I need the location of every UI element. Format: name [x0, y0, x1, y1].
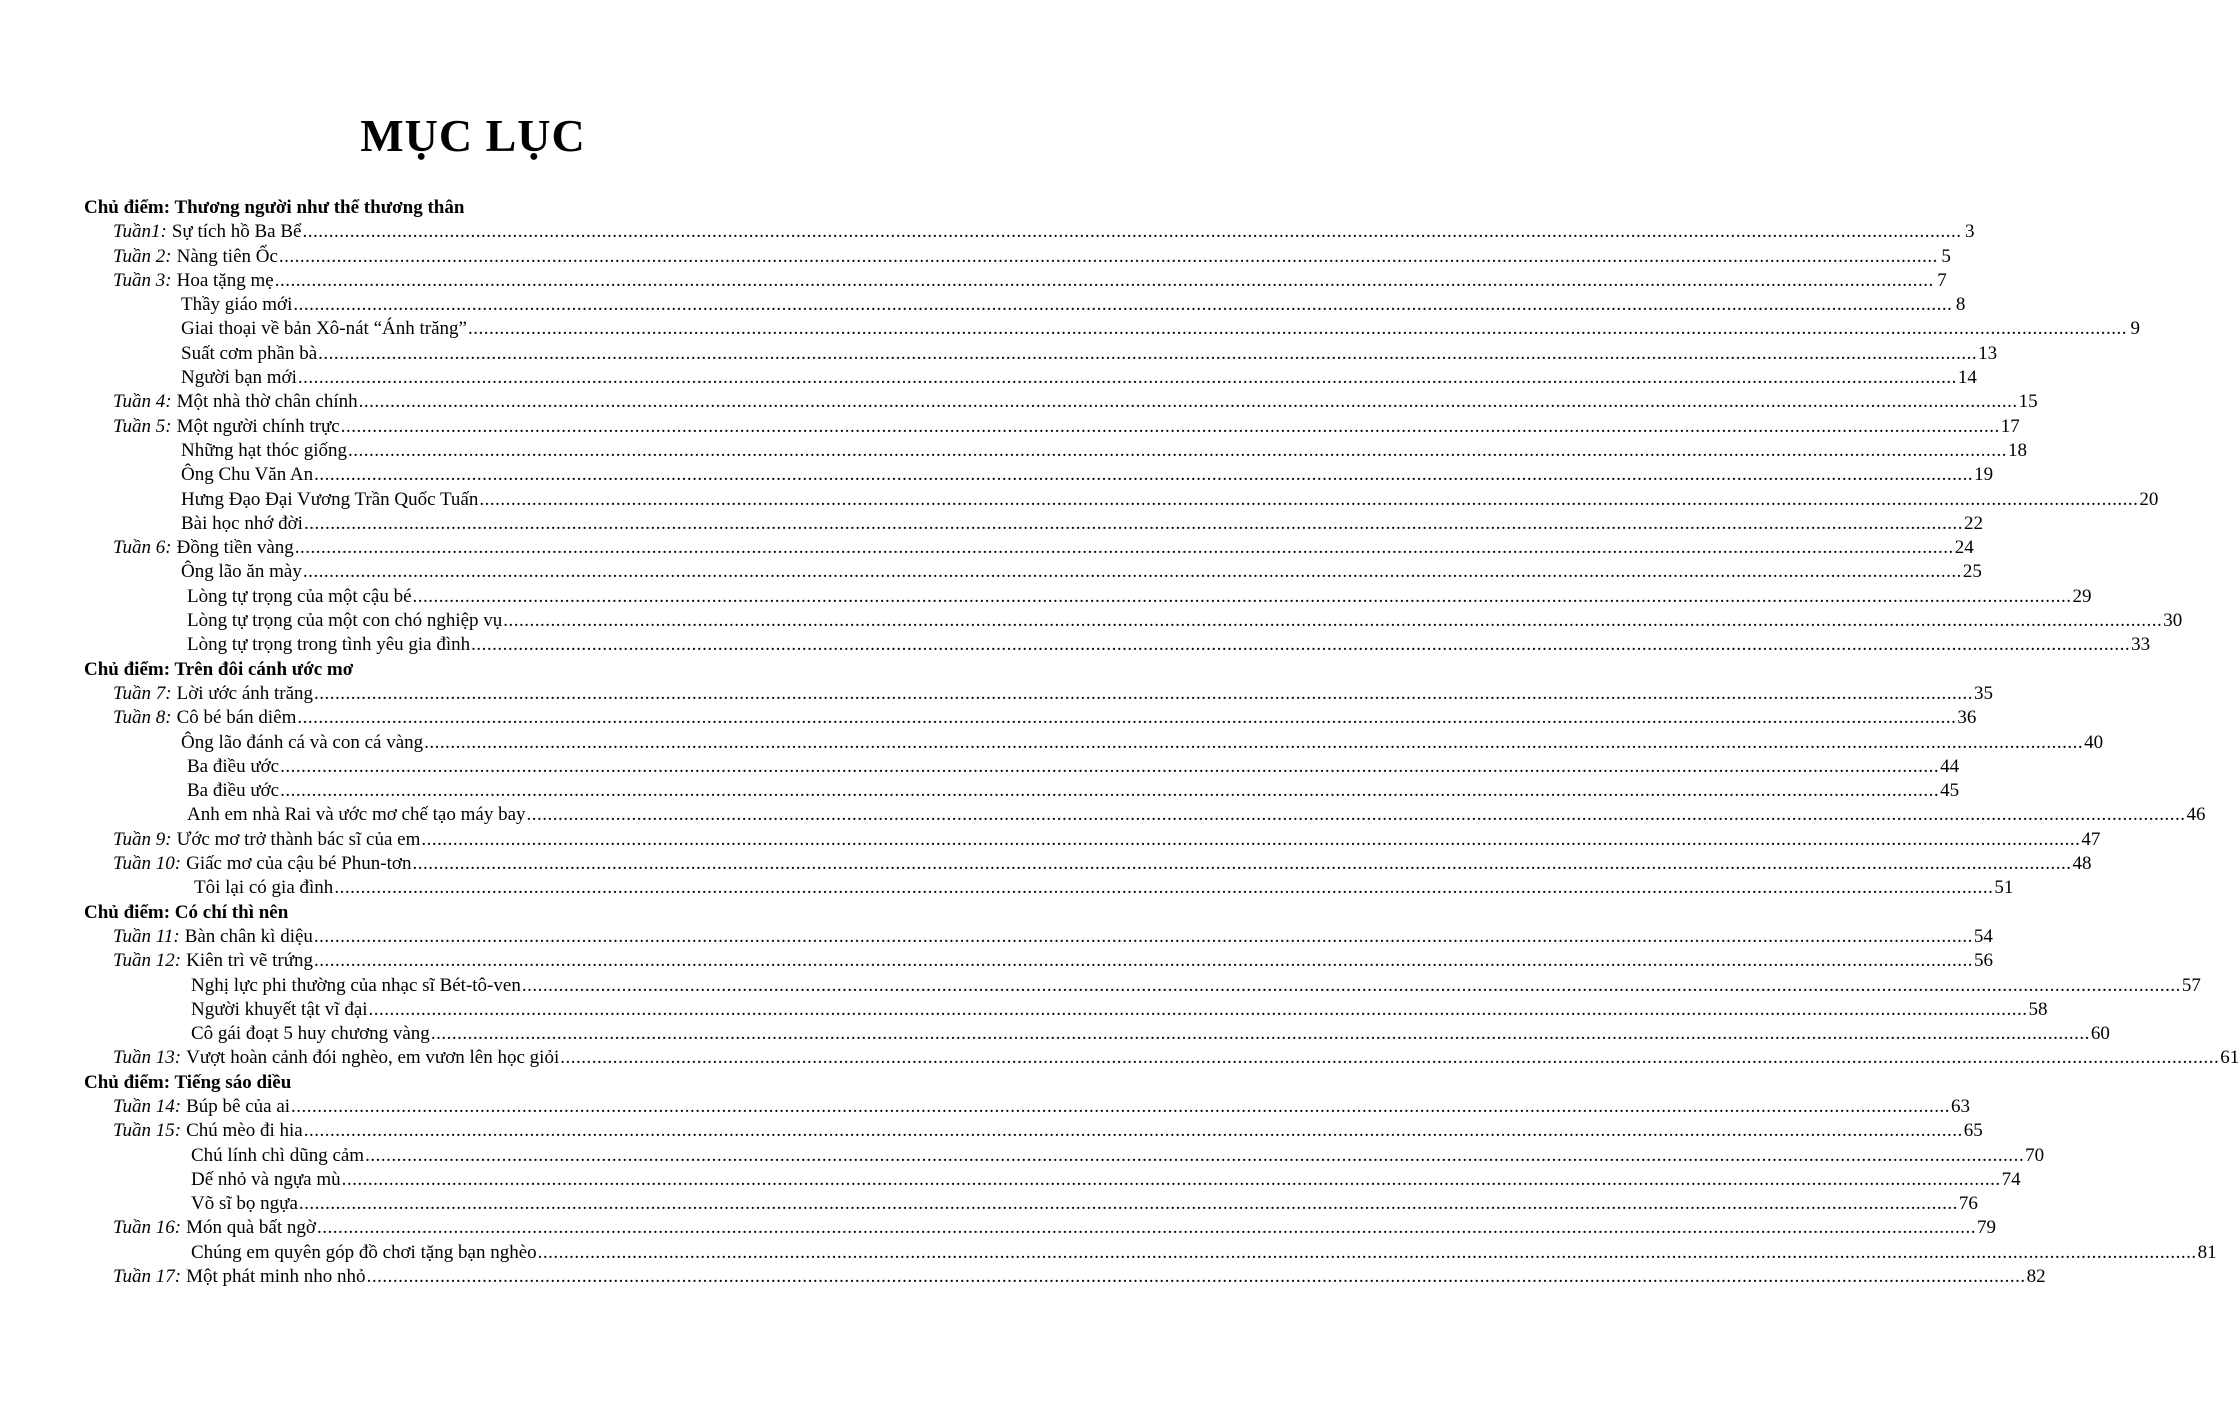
dot-leader: [280, 755, 1939, 779]
toc-week-label: Tuần 16:: [113, 1217, 182, 1239]
toc-page-number: 56: [1974, 950, 1994, 972]
toc-entry: [84, 876, 2014, 900]
dot-leader: [365, 1144, 2024, 1168]
toc-entry-title: Hưng Đạo Đại Vương Trần Quốc Tuấn: [181, 488, 479, 510]
toc-page-number: 76: [1958, 1193, 1978, 1215]
dot-leader: [304, 512, 1963, 536]
toc-entry-title: Nghị lực phi thường của nhạc sĩ Bét-tô-ven: [191, 974, 521, 996]
toc-entry-line: [84, 998, 2048, 1022]
toc-entry: [84, 803, 2206, 827]
toc-page-number: 30: [2163, 610, 2183, 632]
toc-page-number: 22: [1963, 512, 1983, 534]
toc-week-label: Tuần 2:: [113, 245, 172, 267]
toc-entry-title: Vượt hoàn cảnh đói nghèo, em vươn lên học giỏi: [186, 1047, 560, 1069]
toc-entry-line: [84, 220, 1975, 244]
toc-entry: [84, 731, 2104, 755]
toc-entry-line: [84, 269, 1947, 293]
toc-entry: [84, 779, 1960, 803]
toc-entry: [84, 366, 1977, 390]
toc-page-number: 25: [1962, 561, 1982, 583]
toc-entry: [84, 536, 1974, 560]
toc-page-number: 57: [2181, 974, 2201, 996]
toc-page-number: 74: [2001, 1168, 2021, 1190]
toc-page-number: 47: [2081, 828, 2101, 850]
toc-entry: [84, 220, 1975, 244]
dot-leader: [314, 949, 1973, 973]
dot-leader: [317, 1216, 1976, 1240]
toc-entry-title: Ước mơ trở thành bác sĩ của em: [176, 828, 421, 850]
toc-entry-title: Ông Chu Văn An: [181, 464, 314, 486]
toc-entry-title: Cô bé bán diêm: [176, 707, 297, 729]
toc-entry-line: [84, 731, 2104, 755]
toc-entry-title: Suất cơm phần bà: [181, 342, 318, 364]
toc-entry-line: [84, 779, 1960, 803]
toc-week-label: Tuần 9:: [113, 828, 172, 850]
toc-entry-title: Nàng tiên Ốc: [176, 245, 278, 267]
toc-entry-title: Lòng tự trọng của một cậu bé: [187, 585, 412, 607]
toc-section-heading: Chủ điểm: Tiếng sáo diều: [84, 1071, 292, 1093]
toc-entry-line: [84, 245, 1951, 269]
toc-entry-line: [84, 949, 1994, 973]
toc-page-number: 65: [1963, 1120, 1983, 1142]
toc-entry-title: Sự tích hồ Ba Bể: [171, 221, 302, 243]
dot-leader: [468, 317, 2127, 341]
toc-page-number: 46: [2186, 804, 2206, 826]
dot-leader: [314, 925, 1973, 949]
toc-entry-title: Lòng tự trọng trong tình yêu gia đình: [187, 634, 471, 656]
toc-page-number: 40: [2084, 731, 2104, 753]
toc-entry: [84, 1046, 2239, 1070]
toc-entry-line: [84, 1216, 1996, 1240]
dot-leader: [318, 342, 1977, 366]
toc-entry-line: [84, 1265, 2046, 1289]
toc-week-label: Tuần 7:: [113, 682, 172, 704]
toc-entry: [84, 828, 2101, 852]
dot-leader: [302, 220, 1961, 244]
toc-entry-title: Thầy giáo mới: [181, 294, 293, 316]
toc-entry-line: [84, 852, 2092, 876]
dot-leader: [293, 293, 1952, 317]
toc-entry-title: Dế nhỏ và ngựa mù: [191, 1168, 341, 1190]
toc-entry-title: Một phát minh nho nhỏ: [186, 1266, 366, 1288]
dot-leader: [527, 803, 2186, 827]
toc-section-heading: Chủ điểm: Có chí thì nên: [84, 901, 289, 923]
toc-entry: [84, 609, 2183, 633]
dot-leader: [304, 1119, 1963, 1143]
toc-entry-line: [84, 1119, 1983, 1143]
dot-leader: [522, 974, 2181, 998]
toc-page-number: 60: [2090, 1023, 2110, 1045]
toc-entry-title: Võ sĩ bọ ngựa: [191, 1193, 298, 1215]
toc-page-number: 82: [2026, 1266, 2046, 1288]
toc-page-number: 3: [1964, 221, 1975, 243]
dot-leader: [413, 585, 2072, 609]
dot-leader: [341, 415, 2000, 439]
toc-entry-title: Lòng tự trọng của một con chó nghiệp vụ: [187, 610, 503, 632]
toc-week-label: Tuần 13:: [113, 1047, 182, 1069]
toc-page-number: 14: [1957, 367, 1977, 389]
toc-entry-line: [84, 706, 1977, 730]
toc-page-number: 45: [1940, 780, 1960, 802]
toc-entry: [84, 1168, 2021, 1192]
toc-entry-line: [84, 682, 1994, 706]
toc-entry: [84, 706, 1977, 730]
toc-week-label: Tuần 3:: [113, 269, 172, 291]
toc-page-number: 54: [1973, 925, 1993, 947]
toc-entry-title: Ba điều ước: [187, 755, 280, 777]
toc-entry: [84, 998, 2048, 1022]
toc-entry: [84, 1241, 2217, 1265]
toc-entry-title: Người bạn mới: [181, 367, 297, 389]
toc-entry-title: Một nhà thờ chân chính: [176, 391, 358, 413]
toc-entry-title: Món quà bất ngờ: [186, 1217, 316, 1239]
dot-leader: [359, 390, 2018, 414]
toc-entry-line: [84, 1144, 2045, 1168]
dot-leader: [314, 463, 1973, 487]
dot-leader: [412, 852, 2071, 876]
toc-entry: [84, 974, 2201, 998]
toc-entry-title: Giai thoại về bản Xô-nát “Ánh trăng”: [181, 318, 467, 340]
toc-page-number: 61: [2220, 1047, 2239, 1069]
toc-entry-line: [84, 633, 2151, 657]
dot-leader: [369, 998, 2028, 1022]
dot-leader: [431, 1022, 2090, 1046]
toc-entry: [84, 682, 1994, 706]
toc-page-number: 70: [2025, 1144, 2045, 1166]
toc-week-label: Tuần 12:: [113, 950, 182, 972]
toc-page-number: 18: [2007, 439, 2027, 461]
toc-entry: [84, 439, 2027, 463]
toc-week-label: Tuần 4:: [113, 391, 172, 413]
toc-entry: [84, 488, 2159, 512]
toc-page-number: 19: [1974, 464, 1994, 486]
toc-entry-title: Đồng tiền vàng: [176, 537, 294, 559]
dot-leader: [314, 682, 1973, 706]
toc-entry: [84, 755, 1960, 779]
toc-entry-line: [84, 1022, 2110, 1046]
toc-entry-line: [84, 585, 2092, 609]
toc-entry-line: [84, 463, 1994, 487]
toc-entry: [84, 560, 1982, 584]
toc-page-number: 35: [1974, 682, 1994, 704]
dot-leader: [279, 245, 1938, 269]
toc-entry-title: Ông lão đánh cá và con cá vàng: [181, 731, 424, 753]
toc-entry-line: [84, 293, 1966, 317]
toc-week-label: Tuần 17:: [113, 1266, 182, 1288]
toc-entry-line: [84, 1046, 2239, 1070]
toc-entry: [84, 1022, 2110, 1046]
toc-entry-line: [84, 439, 2027, 463]
toc-week-label: Tuần1:: [113, 221, 167, 243]
dot-leader: [560, 1046, 2219, 1070]
toc-entry: [84, 463, 1994, 487]
toc-entry-line: [84, 828, 2101, 852]
toc-week-label: Tuần 14:: [113, 1095, 182, 1117]
toc-entry-title: Hoa tặng mẹ: [176, 269, 274, 291]
toc-page-number: 58: [2028, 998, 2048, 1020]
toc-entry: [84, 269, 1947, 293]
toc-page-number: 29: [2072, 585, 2092, 607]
toc-entry-title: Búp bê của ai: [186, 1095, 291, 1117]
toc-page-number: 13: [1978, 342, 1998, 364]
toc-page-number: 24: [1954, 537, 1974, 559]
dot-leader: [298, 366, 1957, 390]
toc-entry: [84, 1265, 2046, 1289]
toc-entry-line: [84, 415, 2020, 439]
dot-leader: [471, 633, 2130, 657]
toc-week-label: Tuần 8:: [113, 707, 172, 729]
dot-leader: [367, 1265, 2026, 1289]
dot-leader: [421, 828, 2080, 852]
toc-page-number: 20: [2139, 488, 2159, 510]
toc-page-number: 36: [1957, 707, 1977, 729]
dot-leader: [299, 1192, 1958, 1216]
toc-entry-line: [84, 755, 1960, 779]
toc-entry-title: Ông lão ăn mày: [181, 561, 302, 583]
toc-entry: [84, 633, 2151, 657]
toc-entry-line: [84, 488, 2159, 512]
toc-page-number: 81: [2197, 1241, 2217, 1263]
toc-week-label: Tuần 5:: [113, 415, 172, 437]
toc-entry-line: [84, 974, 2201, 998]
toc-entry: [84, 852, 2092, 876]
toc-entry: [84, 293, 1966, 317]
toc-entry: [84, 390, 2038, 414]
toc-entry-title: Chú lính chì dũng cảm: [191, 1144, 365, 1166]
toc-entry-line: [84, 925, 1993, 949]
dot-leader: [291, 1095, 1950, 1119]
dot-leader: [280, 779, 1939, 803]
toc-page-number: 8: [1955, 294, 1966, 316]
table-of-contents: [84, 196, 2239, 1289]
dot-leader: [479, 488, 2138, 512]
toc-entry-line: [84, 1168, 2021, 1192]
dot-leader: [275, 269, 1934, 293]
toc-page-number: 48: [2072, 853, 2092, 875]
toc-entry: [84, 585, 2092, 609]
toc-entry: [84, 1119, 1983, 1143]
toc-entry-line: [84, 390, 2038, 414]
toc-week-label: Tuần 11:: [113, 925, 180, 947]
toc-entry-title: Cô gái đoạt 5 huy chương vàng: [191, 1023, 430, 1045]
toc-page-number: 51: [1994, 877, 2014, 899]
toc-entry-title: Giấc mơ của cậu bé Phun-tơn: [186, 853, 412, 875]
toc-entry-title: Bàn chân kì diệu: [184, 925, 313, 947]
toc-entry-line: [84, 1095, 1971, 1119]
toc-week-label: Tuần 10:: [113, 853, 182, 875]
toc-entry: [84, 317, 2140, 341]
toc-page-number: 44: [1940, 755, 1960, 777]
toc-page-number: 5: [1941, 245, 1951, 267]
toc-entry: [84, 925, 1993, 949]
toc-entry-line: [84, 317, 2140, 341]
toc-entry-title: Tôi lại có gia đình: [194, 877, 334, 899]
toc-entry: [84, 949, 1994, 973]
toc-page-number: 33: [2131, 634, 2151, 656]
dot-leader: [297, 706, 1956, 730]
toc-entry-title: Bài học nhớ đời: [181, 512, 303, 534]
toc-page-number: 79: [1976, 1217, 1996, 1239]
dot-leader: [503, 609, 2162, 633]
toc-entry-title: Ba điều ước: [187, 780, 280, 802]
toc-entry-line: [84, 560, 1982, 584]
toc-page-number: 7: [1937, 269, 1947, 291]
toc-section-heading: Chủ điểm: Thương người như thể thương thân: [84, 197, 465, 218]
toc-entry-title: Kiên trì vẽ trứng: [186, 950, 314, 972]
toc-entry: [84, 245, 1951, 269]
toc-entry-title: Một người chính trực: [176, 415, 340, 437]
page-title: MỤC LỤC: [360, 110, 586, 161]
toc-page-number: 15: [2018, 391, 2038, 413]
toc-entry: [84, 1216, 1996, 1240]
toc-entry: [84, 1192, 1978, 1216]
toc-entry: [84, 512, 1983, 536]
toc-entry: [84, 415, 2020, 439]
dot-leader: [424, 731, 2083, 755]
toc-week-label: Tuần 15:: [113, 1120, 182, 1142]
toc-entry-line: [84, 876, 2014, 900]
toc-entry-title: Chú mèo đi hia: [186, 1120, 303, 1142]
toc-entry-title: Chúng em quyên góp đồ chơi tặng bạn nghèo: [191, 1241, 537, 1263]
dot-leader: [342, 1168, 2001, 1192]
toc-week-label: Tuần 6:: [113, 537, 172, 559]
dot-leader: [538, 1241, 2197, 1265]
toc-entry: [84, 342, 1998, 366]
toc-section-heading: Chủ điểm: Trên đôi cánh ước mơ: [84, 658, 354, 680]
toc-page-number: 17: [2000, 415, 2020, 437]
toc-entry-title: Người khuyết tật vĩ đại: [191, 998, 368, 1020]
toc-entry: [84, 1095, 1971, 1119]
dot-leader: [295, 536, 1954, 560]
toc-entry-line: [84, 342, 1998, 366]
toc-entry-title: Anh em nhà Rai và ước mơ chế tạo máy bay: [187, 804, 526, 826]
toc-entry: [84, 1144, 2045, 1168]
toc-entry-line: [84, 366, 1977, 390]
toc-entry-line: [84, 1192, 1978, 1216]
toc-entry-title: Những hạt thóc giống: [181, 439, 347, 461]
toc-entry-line: [84, 536, 1974, 560]
toc-entry-line: [84, 512, 1983, 536]
dot-leader: [303, 560, 1962, 584]
toc-entry-title: Lời ước ánh trăng: [176, 682, 314, 704]
toc-entry-line: [84, 609, 2183, 633]
toc-page-number: 9: [2130, 318, 2140, 340]
dot-leader: [334, 876, 1993, 900]
toc-entry-line: [84, 803, 2206, 827]
toc-entry-line: [84, 1241, 2217, 1265]
dot-leader: [348, 439, 2007, 463]
toc-page-number: 63: [1951, 1095, 1971, 1117]
